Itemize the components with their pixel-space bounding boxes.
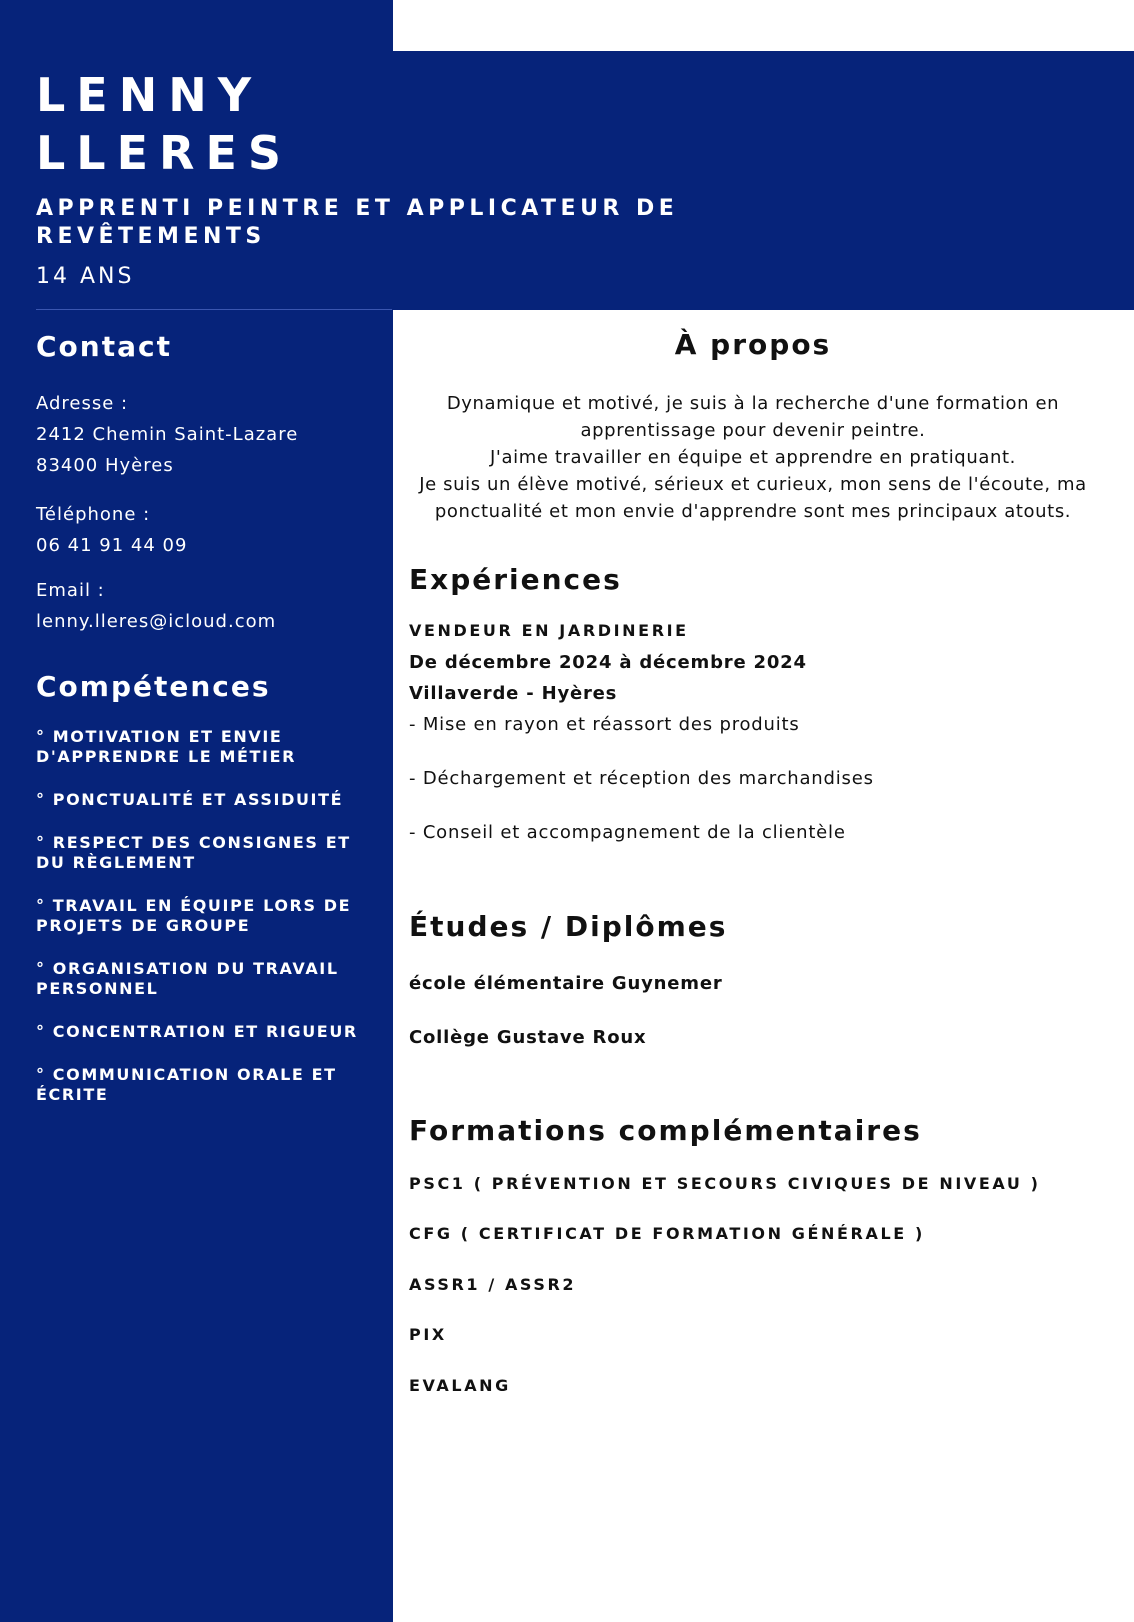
- experience-dates: De décembre 2024 à décembre 2024: [409, 652, 807, 673]
- experience-place: Villaverde - Hyères: [409, 683, 618, 704]
- about-line: J'aime travailler en équipe et apprendre en pratiquant.: [490, 447, 1016, 468]
- experience-heading: Expériences: [409, 563, 622, 596]
- about-line: Dynamique et motivé, je suis à la recherche d'une formation en: [446, 393, 1060, 414]
- contact-phone: [36, 499, 376, 561]
- address-line1: 2412 Chemin Saint-Lazare: [36, 424, 299, 445]
- training-item: CFG ( CERTIFICAT DE FORMATION GÉNÉRALE ): [409, 1224, 925, 1243]
- experience-task: - Conseil et accompagnement de la clientèle: [409, 822, 846, 843]
- training-item: ASSR1 / ASSR2: [409, 1275, 577, 1294]
- contact-address: [36, 388, 376, 481]
- email-label: Email :: [36, 580, 105, 601]
- first-name: LENNY: [36, 68, 263, 122]
- address-line2: 83400 Hyères: [36, 455, 174, 476]
- skill-item: ° CONCENTRATION ET RIGUEUR: [36, 1022, 358, 1041]
- experience-job: VENDEUR EN JARDINERIE: [409, 621, 689, 640]
- skill-item: ° RESPECT DES CONSIGNES ET DU RÈGLEMENT: [36, 833, 351, 872]
- experience-task: - Mise en rayon et réassort des produits: [409, 714, 800, 735]
- skills-heading: Compétences: [36, 670, 271, 703]
- skill-item: ° COMMUNICATION ORALE ET ÉCRITE: [36, 1065, 337, 1104]
- training-item: PSC1 ( PRÉVENTION ET SECOURS CIVIQUES DE NIVEAU ): [409, 1174, 1041, 1193]
- skill-item: ° TRAVAIL EN ÉQUIPE LORS DE PROJETS DE GROUPE: [36, 896, 352, 935]
- age: 14 ANS: [36, 264, 135, 289]
- training-item: PIX: [409, 1325, 447, 1344]
- about-line: apprentissage pour devenir peintre.: [580, 420, 926, 441]
- about-text: [409, 390, 1097, 525]
- phone-number: 06 41 91 44 09: [36, 535, 188, 556]
- last-name: LLERES: [36, 126, 293, 180]
- education-item: école élémentaire Guynemer: [409, 973, 723, 994]
- experience-task: - Déchargement et réception des marchandises: [409, 768, 874, 789]
- about-line: Je suis un élève motivé, sérieux et curieux, mon sens de l'écoute, ma: [419, 474, 1087, 495]
- contact-heading: Contact: [36, 330, 172, 363]
- skill-item: ° MOTIVATION ET ENVIE D'APPRENDRE LE MÉTIER: [36, 727, 297, 766]
- education-heading: Études / Diplômes: [409, 910, 728, 943]
- education-item: Collège Gustave Roux: [409, 1027, 647, 1048]
- contact-email: [36, 575, 376, 637]
- skill-item: ° ORGANISATION DU TRAVAIL PERSONNEL: [36, 959, 339, 998]
- skill-item: ° PONCTUALITÉ ET ASSIDUITÉ: [36, 790, 344, 809]
- sidebar-top-band: [0, 0, 393, 51]
- phone-label: Téléphone :: [36, 504, 151, 525]
- email-address: lenny.lleres@icloud.com: [36, 611, 277, 632]
- skills-list: [36, 727, 376, 1128]
- about-line: ponctualité et mon envie d'apprendre sont mes principaux atouts.: [434, 501, 1072, 522]
- training-item: EVALANG: [409, 1376, 511, 1395]
- header-divider: [36, 309, 392, 310]
- address-label: Adresse :: [36, 393, 129, 414]
- about-heading: À propos: [674, 328, 832, 361]
- trainings-heading: Formations complémentaires: [409, 1114, 922, 1147]
- candidate-name: [36, 66, 292, 182]
- job-title: APPRENTI PEINTRE ET APPLICATEUR DE REVÊTEMENTS: [36, 196, 679, 249]
